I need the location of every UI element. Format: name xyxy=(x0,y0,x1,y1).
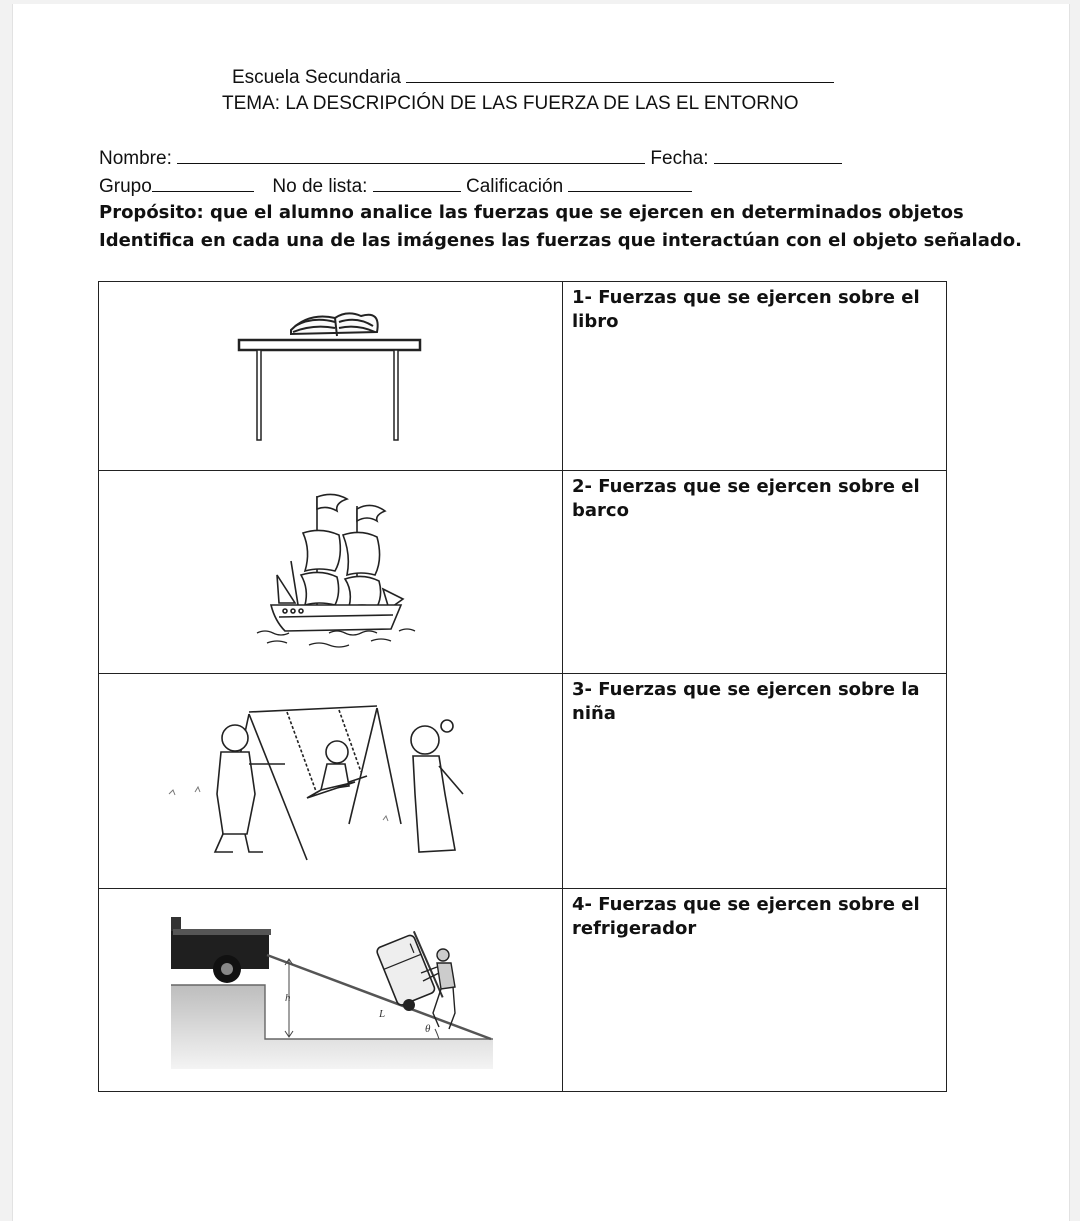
name-blank[interactable] xyxy=(177,147,645,164)
name-label: Nombre: xyxy=(99,148,172,169)
group-label: Grupo xyxy=(99,176,152,197)
ramp-picture-cell xyxy=(99,889,563,1092)
topic-title: TEMA: LA DESCRIPCIÓN DE LAS FUERZA DE LAS EL ENTORNO xyxy=(222,93,799,114)
instruction-text: Identifica en cada una de las imágenes las fuerzas que interactúan con el objeto señalado. xyxy=(99,230,1022,251)
list-blank[interactable] xyxy=(373,175,461,192)
ship-picture-cell xyxy=(99,471,563,674)
group-blank[interactable] xyxy=(152,175,254,192)
exercise-row-3 xyxy=(99,674,947,889)
exercise-row-4 xyxy=(99,889,947,1092)
date-blank[interactable] xyxy=(714,147,842,164)
grade-label: Calificación xyxy=(465,176,564,197)
purpose-text: Propósito: que el alumno analice las fuerzas que se ejercen en determinados objetos xyxy=(99,202,964,223)
truck-icon xyxy=(171,917,271,983)
list-label: No de lista: xyxy=(272,176,368,197)
book-picture-cell xyxy=(99,282,563,471)
question-3: 3- Fuerzas que se ejercen sobre la niña xyxy=(563,674,947,889)
girl-on-swing-drawing xyxy=(99,674,562,889)
question-4: 4- Fuerzas que se ejercen sobre el refrigerador xyxy=(563,889,947,1092)
ramp-label-theta: θ xyxy=(425,1023,431,1035)
ramp-label-L: L xyxy=(379,1008,386,1020)
exercise-row-2 xyxy=(99,471,947,674)
exercise-table xyxy=(98,281,947,1092)
name-date-line xyxy=(99,147,842,170)
exercise-row-1 xyxy=(99,282,947,471)
group-list-line xyxy=(99,175,692,198)
question-1: 1- Fuerzas que se ejercen sobre el libro xyxy=(563,282,947,471)
book-on-table-drawing xyxy=(99,282,562,471)
ramp-label-h: h xyxy=(285,992,291,1004)
school-blank xyxy=(406,66,834,83)
school-label: Escuela Secundaria xyxy=(232,67,401,88)
sailing-ship-drawing xyxy=(99,471,562,674)
grade-blank[interactable] xyxy=(568,175,692,192)
refrigerator-on-ramp-drawing xyxy=(99,889,562,1092)
date-label: Fecha: xyxy=(650,148,709,169)
school-line xyxy=(232,66,834,89)
question-2: 2- Fuerzas que se ejercen sobre el barco xyxy=(563,471,947,674)
swing-picture-cell xyxy=(99,674,563,889)
